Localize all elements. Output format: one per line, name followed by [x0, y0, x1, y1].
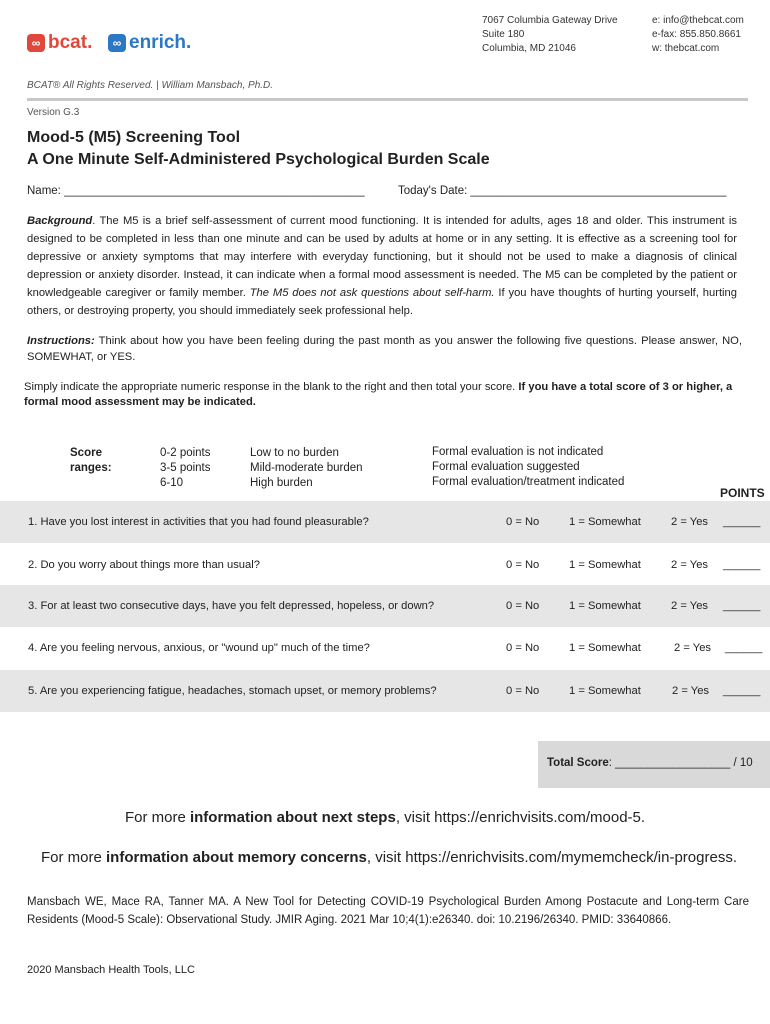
page-title	[27, 127, 490, 171]
burden-column	[250, 446, 363, 491]
points-blank[interactable]: ______	[723, 685, 761, 697]
total-score-box	[538, 741, 770, 788]
scoring-text: Simply indicate the appropriate numeric response in the blank to the right and then total your score.	[24, 381, 519, 393]
address-line: 7067 Columbia Gateway Drive	[482, 15, 618, 26]
evaluation-column	[432, 445, 624, 490]
option-no[interactable]: 0 = No	[506, 600, 540, 612]
ranges-label: ranges:	[70, 462, 112, 474]
title-line-1: Mood-5 (M5) Screening Tool	[27, 129, 241, 146]
next-steps-url[interactable]: , visit https://enrichvisits.com/mood-5.	[395, 809, 646, 826]
address-line: Suite 180	[482, 29, 525, 40]
scoring-threshold: If you have a total score of 3 or higher, a formal mood assessment may be indicated.	[24, 381, 733, 408]
address-line: Columbia, MD 21046	[482, 43, 576, 54]
score-range: 6-10	[160, 477, 184, 489]
instructions-paragraph	[27, 333, 742, 365]
option-no[interactable]: 0 = No	[506, 559, 540, 571]
burden-level: Low to no burden	[250, 447, 339, 459]
enrich-logo-icon: ∞	[108, 34, 126, 52]
option-somewhat[interactable]: 1 = Somewhat	[569, 516, 641, 528]
total-score-blank[interactable]: : __________________ / 10	[608, 757, 753, 769]
option-somewhat[interactable]: 1 = Somewhat	[569, 600, 641, 612]
header-divider	[27, 98, 748, 101]
burden-level: High burden	[250, 477, 313, 489]
question-row-1	[0, 501, 770, 543]
points-blank[interactable]: ______	[723, 559, 761, 571]
date-field[interactable]: Today's Date: ________________________________________	[398, 185, 727, 197]
question-row-4	[0, 627, 770, 669]
memory-link-line	[0, 849, 770, 866]
question-row-3	[0, 585, 770, 627]
citation: Mansbach WE, Mace RA, Tanner MA. A New Tool for Detecting COVID-19 Psychological Burden Among Postacute and Long-term Care Residents (Mood-5 Scale): Observational Study. JMIR Aging. 2021 Mar 10;4(1):e26340. doi: 10.2196/26340. PMID: 33640866.	[27, 896, 749, 926]
footer-copyright: 2020 Mansbach Health Tools, LLC	[27, 964, 195, 976]
bcat-logo-icon: ∞	[27, 34, 45, 52]
question-text: 5. Are you experiencing fatigue, headaches, stomach upset, or memory problems?	[28, 685, 437, 697]
score-ranges-label	[70, 446, 112, 476]
contact-web: w: thebcat.com	[652, 43, 720, 54]
rights-notice: BCAT® All Rights Reserved. | William Mansbach, Ph.D.	[27, 80, 274, 91]
link-prefix: For more	[124, 809, 190, 826]
link-prefix: For more	[41, 849, 107, 866]
question-text: 1. Have you lost interest in activities that you had found pleasurable?	[28, 516, 369, 528]
option-no[interactable]: 0 = No	[506, 685, 540, 697]
background-paragraph	[27, 212, 737, 320]
option-somewhat[interactable]: 1 = Somewhat	[569, 559, 641, 571]
enrich-logo-text: enrich.	[129, 32, 192, 53]
question-row-2	[0, 544, 770, 586]
option-no[interactable]: 0 = No	[506, 642, 540, 654]
score-points-column	[160, 446, 211, 491]
points-blank[interactable]: ______	[723, 516, 761, 528]
bcat-logo-text: bcat.	[48, 32, 93, 53]
background-label: Background	[27, 215, 93, 227]
contact-block	[652, 14, 744, 56]
total-score-label: Total Score	[547, 757, 609, 769]
question-text: 2. Do you worry about things more than usual?	[28, 559, 260, 571]
background-text: . The M5 is a brief self-assessment of current mood functioning. It is intended for adults, ages 18 and older. This instrument is designed to be completed in less than one minute and can be used by adults at home or in any setting. It is effective as a screening tool for depressive or anxiety symptoms that may interfere with everyday functioning, but it should not be used to make a diagnosis of clinical depression or anxiety disorder. Instead, it can indicate when a formal mood assessment is needed. The M5 can be completed by the patient or knowledgeable caregiver or family member.	[27, 215, 737, 299]
option-yes[interactable]: 2 = Yes	[671, 600, 709, 612]
next-steps-emphasis: information about next steps	[189, 809, 396, 826]
contact-email: e: info@thebcat.com	[652, 15, 744, 26]
points-header: POINTS	[720, 486, 765, 500]
name-field[interactable]: Name: _______________________________________________	[27, 185, 365, 197]
total-score-line	[547, 757, 753, 769]
next-steps-link-line	[0, 809, 770, 826]
score-range: 0-2 points	[160, 447, 211, 459]
instructions-label: Instructions:	[27, 335, 95, 347]
enrich-logo	[108, 32, 191, 54]
question-row-5	[0, 670, 770, 712]
evaluation-level: Formal evaluation suggested	[432, 461, 580, 473]
memory-concerns-emphasis: information about memory concerns	[106, 849, 367, 866]
option-yes[interactable]: 2 = Yes	[672, 685, 710, 697]
instructions-text: Think about how you have been feeling during the past month as you answer the following five questions. Please answer, NO, SOMEWHAT, or YES.	[27, 335, 742, 363]
option-somewhat[interactable]: 1 = Somewhat	[569, 685, 641, 697]
question-text: 3. For at least two consecutive days, have you felt depressed, hopeless, or down?	[28, 600, 435, 612]
evaluation-level: Formal evaluation is not indicated	[432, 446, 604, 458]
option-yes[interactable]: 2 = Yes	[671, 559, 709, 571]
bcat-logo	[27, 32, 92, 54]
score-label: Score	[70, 447, 102, 459]
option-yes[interactable]: 2 = Yes	[674, 642, 712, 654]
burden-level: Mild-moderate burden	[250, 462, 363, 474]
evaluation-level: Formal evaluation/treatment indicated	[432, 476, 625, 488]
option-yes[interactable]: 2 = Yes	[671, 516, 709, 528]
self-harm-note: The M5 does not ask questions about self-harm.	[249, 287, 495, 299]
memory-url[interactable]: , visit https://enrichvisits.com/mymemcheck/in-progress.	[366, 849, 737, 866]
option-somewhat[interactable]: 1 = Somewhat	[569, 642, 641, 654]
question-text: 4. Are you feeling nervous, anxious, or "wound up" much of the time?	[28, 642, 370, 654]
score-range: 3-5 points	[160, 462, 211, 474]
title-line-2: A One Minute Self-Administered Psychological Burden Scale	[27, 151, 490, 168]
version-label: Version G.3	[27, 107, 80, 118]
points-blank[interactable]: ______	[723, 600, 761, 612]
background-text-end: If you have thoughts of hurting yourself, hurting others, or destroying property, you should immediately seek professional help.	[27, 287, 737, 317]
option-no[interactable]: 0 = No	[506, 516, 540, 528]
contact-fax: e-fax: 855.850.8661	[652, 29, 741, 40]
scoring-paragraph	[24, 380, 734, 410]
points-blank[interactable]: ______	[725, 642, 763, 654]
address-block	[482, 14, 618, 56]
